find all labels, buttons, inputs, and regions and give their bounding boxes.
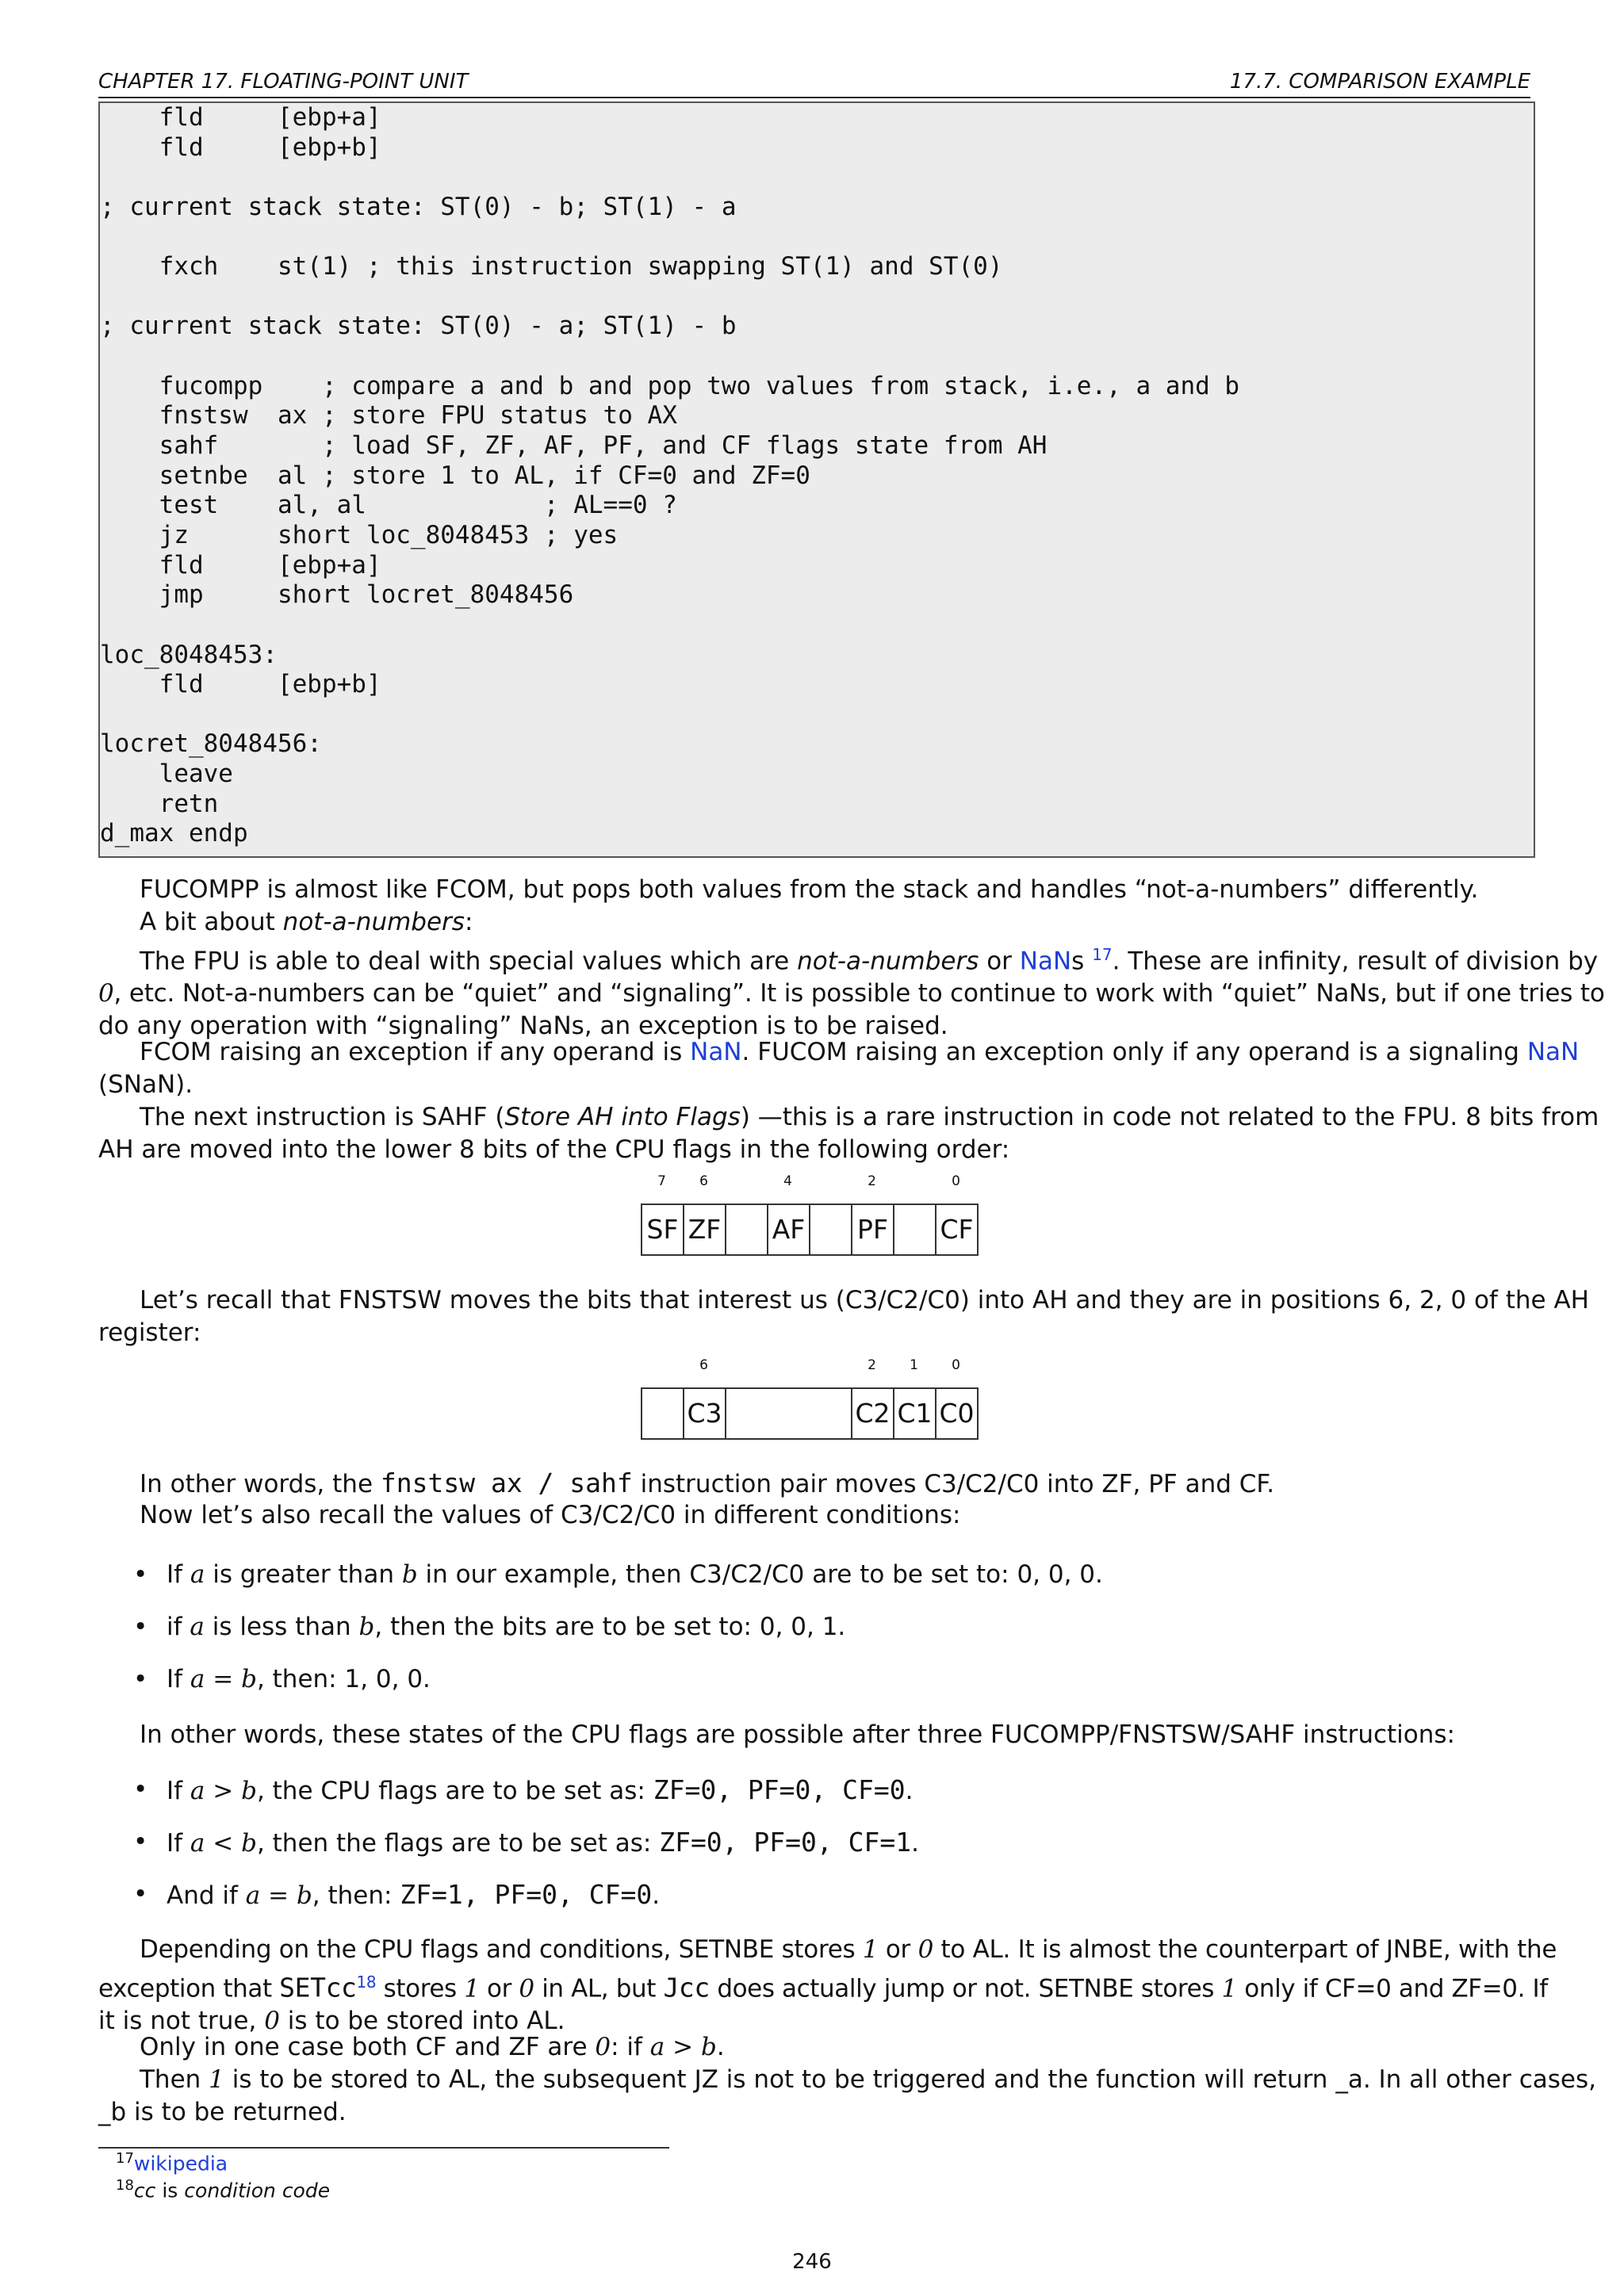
code-line: ; current stack state: ST(0) - b; ST(1) - a: [100, 192, 737, 221]
text: Let’s recall that: [140, 1286, 339, 1314]
text: or: [979, 947, 1020, 976]
bit-cell: [725, 1387, 852, 1440]
paragraph-nan-intro: [98, 906, 1530, 939]
code-line: jmp short locret_8048456: [100, 580, 574, 610]
bit-number: 1: [910, 1357, 918, 1373]
text: and they are in positions 6, 2, 0 of the: [1067, 1286, 1554, 1314]
bit-number: 2: [868, 1173, 876, 1189]
code-line: [100, 342, 1534, 372]
paragraph-one-case: Only in one case both CF and ZF are 0: if a > b.: [140, 2033, 725, 2061]
code-line: test al, al ; AL==0 ?: [100, 491, 677, 520]
bit-cell: CF: [935, 1203, 979, 1256]
fpu-status-bit-diagram: [641, 1357, 983, 1445]
code-line: ; current stack state: ST(0) - a; ST(1) - b: [100, 312, 737, 341]
text: raising an exception only if any operand is a signaling: [847, 1038, 1527, 1066]
footnote-ref-18[interactable]: 18: [356, 1973, 377, 1992]
inline-code: FUCOMPP: [140, 875, 259, 904]
code-line: fxch st(1) ; this instruction swapping ST(1) and ST(0): [100, 252, 1003, 281]
inline-code: FCOM: [435, 875, 508, 904]
text: moves the bits that interest us (C3/C2/C0) into: [441, 1286, 1032, 1314]
emphasis: not-a-numbers: [797, 947, 979, 976]
code-line: [100, 223, 1534, 253]
text: instruction pair moves C3/C2/C0 into: [632, 1470, 1102, 1498]
text: The next instruction is: [140, 1103, 422, 1131]
code-line: fnstsw ax ; store FPU status to AX: [100, 401, 677, 430]
emphasis: Store AH into Flags: [504, 1103, 741, 1131]
inline-code: fnstsw ax / sahf: [380, 1468, 633, 1498]
code-line: [100, 282, 1534, 312]
text: A bit about: [140, 908, 283, 936]
text: raising an exception if any operand is: [211, 1038, 691, 1066]
list-item: • if a is less than b, then the bits are to be set to: 0, 0, 1.: [98, 1611, 1530, 1663]
emphasis: not-a-numbers: [282, 908, 465, 936]
bit-number: 2: [868, 1357, 876, 1373]
bit-cell: C1: [893, 1387, 936, 1440]
inline-code: FUCOM: [757, 1038, 848, 1066]
text: The FPU is able to deal with special values which are: [140, 947, 798, 976]
text: do any operation with “signaling” NaNs, an exception is to be raised.: [98, 1012, 948, 1041]
inline-code: AH: [1032, 1286, 1068, 1314]
text: .: [741, 1038, 758, 1066]
bit-number: 0: [952, 1173, 960, 1189]
footnote-18: $^{18}$cc is condition code: [116, 2177, 331, 2202]
bit-cell: [641, 1387, 684, 1440]
text: ,: [1132, 1470, 1149, 1498]
paragraph-pair: [98, 1467, 1530, 1501]
inline-code: FUCOMPP/FNSTSW/SAHF: [990, 1720, 1296, 1749]
bit-cell: SF: [641, 1203, 684, 1256]
code-line: leave: [100, 760, 233, 789]
list-conditions: [98, 1559, 1530, 1716]
nan-link[interactable]: NaN: [690, 1038, 742, 1066]
code-line: [100, 163, 1534, 193]
bit-cell: ZF: [683, 1203, 726, 1256]
text: (: [487, 1103, 505, 1131]
code-line: locret_8048456:: [100, 729, 322, 759]
wikipedia-link[interactable]: wikipedia: [133, 2152, 228, 2175]
footnote-rule: [98, 2147, 669, 2149]
code-listing: [98, 101, 1535, 858]
code-line: jz short loc_8048453 ; yes: [100, 520, 619, 549]
code-line: fld [ebp+a]: [100, 103, 381, 132]
list-item: • If a = b, then: 1, 0, 0.: [98, 1663, 1530, 1716]
footnote-ref-17[interactable]: 17: [1092, 945, 1113, 964]
text: instructions:: [1295, 1720, 1455, 1749]
paragraph-fucompp: [98, 874, 1530, 906]
paragraph-states: [98, 1719, 1530, 1751]
bit-cell: PF: [851, 1203, 894, 1256]
page-number: 246: [792, 2250, 832, 2274]
code-line: d_max endp: [100, 819, 248, 848]
bit-cell: C3: [683, 1387, 726, 1440]
paragraph-setnbe: Depending on the CPU flags and conditions, SETNBE stores 1 or 0 to AL. It is almost the counterpart of JNBE, with the exception that SETcc$^{18}$ stores 1 or 0 in AL, but Jcc does actually jump or not. SETNBE stores 1 only if CF=0 and ZF=0. If it is not true, 0 is to be stored into AL.: [98, 1935, 1557, 2036]
bit-cell: [893, 1203, 936, 1256]
code-line: fld [ebp+b]: [100, 132, 381, 162]
code-line: fld [ebp+b]: [100, 670, 381, 699]
bit-cell: C0: [935, 1387, 979, 1440]
code-line: sahf ; load SF, ZF, AF, PF, and CF flags state from AH: [100, 431, 1048, 461]
inline-code: FCOM: [140, 1038, 212, 1066]
cpu-flags-bit-diagram: [641, 1173, 983, 1261]
inline-code: ZF: [1101, 1470, 1133, 1498]
inline-code: SAHF: [421, 1103, 488, 1131]
text: , etc. Not-a-numbers can be “quiet” and “signaling”. It is possible to continue to work with “quiet” NaNs, but if one tries to: [113, 979, 1605, 1008]
text: , but pops both values from the stack and handles “not-a-numbers” differently.: [507, 875, 1479, 904]
running-header: [98, 68, 1530, 98]
list-item: • If a < b, then the flags are to be set as: ZF=0, PF=0, CF=1.: [98, 1826, 1530, 1878]
text: and: [1177, 1470, 1239, 1498]
footnote-17: $^{17}$wikipedia: [116, 2150, 228, 2175]
bit-cell: [809, 1203, 852, 1256]
code-line: loc_8048453:: [100, 640, 278, 669]
inline-code: AH: [1553, 1286, 1589, 1314]
code-line: fucompp ; compare a and b and pop two values from stack, i.e., a and b: [100, 371, 1240, 400]
bit-cell: [725, 1203, 768, 1256]
code-line: retn: [100, 789, 219, 818]
text: In other words, these states of the CPU flags are possible after three: [140, 1720, 990, 1749]
code-line: setnbe al ; store 1 to AL, if CF=0 and ZF=0: [100, 461, 810, 490]
list-flag-states: [98, 1774, 1530, 1931]
code-line: [100, 610, 1534, 641]
inline-code: CF: [1239, 1470, 1267, 1498]
code-line: [100, 700, 1534, 730]
paragraph-fnstsw: [98, 1284, 1589, 1349]
text: .: [1266, 1470, 1275, 1498]
bit-number: 6: [699, 1173, 708, 1189]
bit-number: 6: [699, 1357, 708, 1373]
text: (SNaN).: [98, 1070, 193, 1099]
list-item: • If a > b, the CPU flags are to be set as: ZF=0, PF=0, CF=0.: [98, 1774, 1530, 1826]
text: In other words, the: [140, 1470, 381, 1498]
paragraph-then: Then 1 is to be stored to AL, the subsequent JZ is not to be triggered and the function will return _a. In all other cases, _b is to be returned.: [98, 2065, 1596, 2126]
text: is almost like: [259, 875, 436, 904]
paragraph-nan: [98, 939, 1605, 1043]
paragraph-sahf: [98, 1101, 1599, 1166]
code-line: fld [ebp+a]: [100, 550, 381, 580]
bit-cell: AF: [767, 1203, 810, 1256]
bit-number: 4: [783, 1173, 792, 1189]
text: . These are infinity, result of division by: [1112, 947, 1599, 976]
math-zero: 0: [98, 979, 114, 1008]
text: s: [1071, 947, 1093, 976]
chapter-title: CHAPTER 17. FLOATING-POINT UNIT: [98, 70, 469, 94]
bit-number: 7: [657, 1173, 666, 1189]
nan-link[interactable]: NaN: [1526, 1038, 1580, 1066]
inline-code: FNSTSW: [338, 1286, 442, 1314]
bit-number: 0: [952, 1357, 960, 1373]
text: register:: [98, 1318, 201, 1347]
nan-link[interactable]: NaN: [1019, 947, 1072, 976]
inline-code: PF: [1148, 1470, 1178, 1498]
list-item: • And if a = b, then: ZF=1, PF=0, CF=0.: [98, 1878, 1530, 1931]
text: AH are moved into the lower 8 bits of the CPU flags in the following order:: [98, 1135, 1010, 1164]
list-item: • If a is greater than b in our example, then C3/C2/C0 are to be set to: 0, 0, 0.: [98, 1559, 1530, 1611]
bit-cell: C2: [851, 1387, 894, 1440]
paragraph-fcom: [98, 1036, 1580, 1101]
text: ) —this is a rare instruction in code not related to the FPU. 8 bits from: [740, 1103, 1599, 1131]
text: :: [464, 908, 473, 936]
section-title: 17.7. COMPARISON EXAMPLE: [1229, 70, 1530, 94]
paragraph-recall: Now let’s also recall the values of C3/C2/C0 in different conditions:: [140, 1501, 961, 1529]
